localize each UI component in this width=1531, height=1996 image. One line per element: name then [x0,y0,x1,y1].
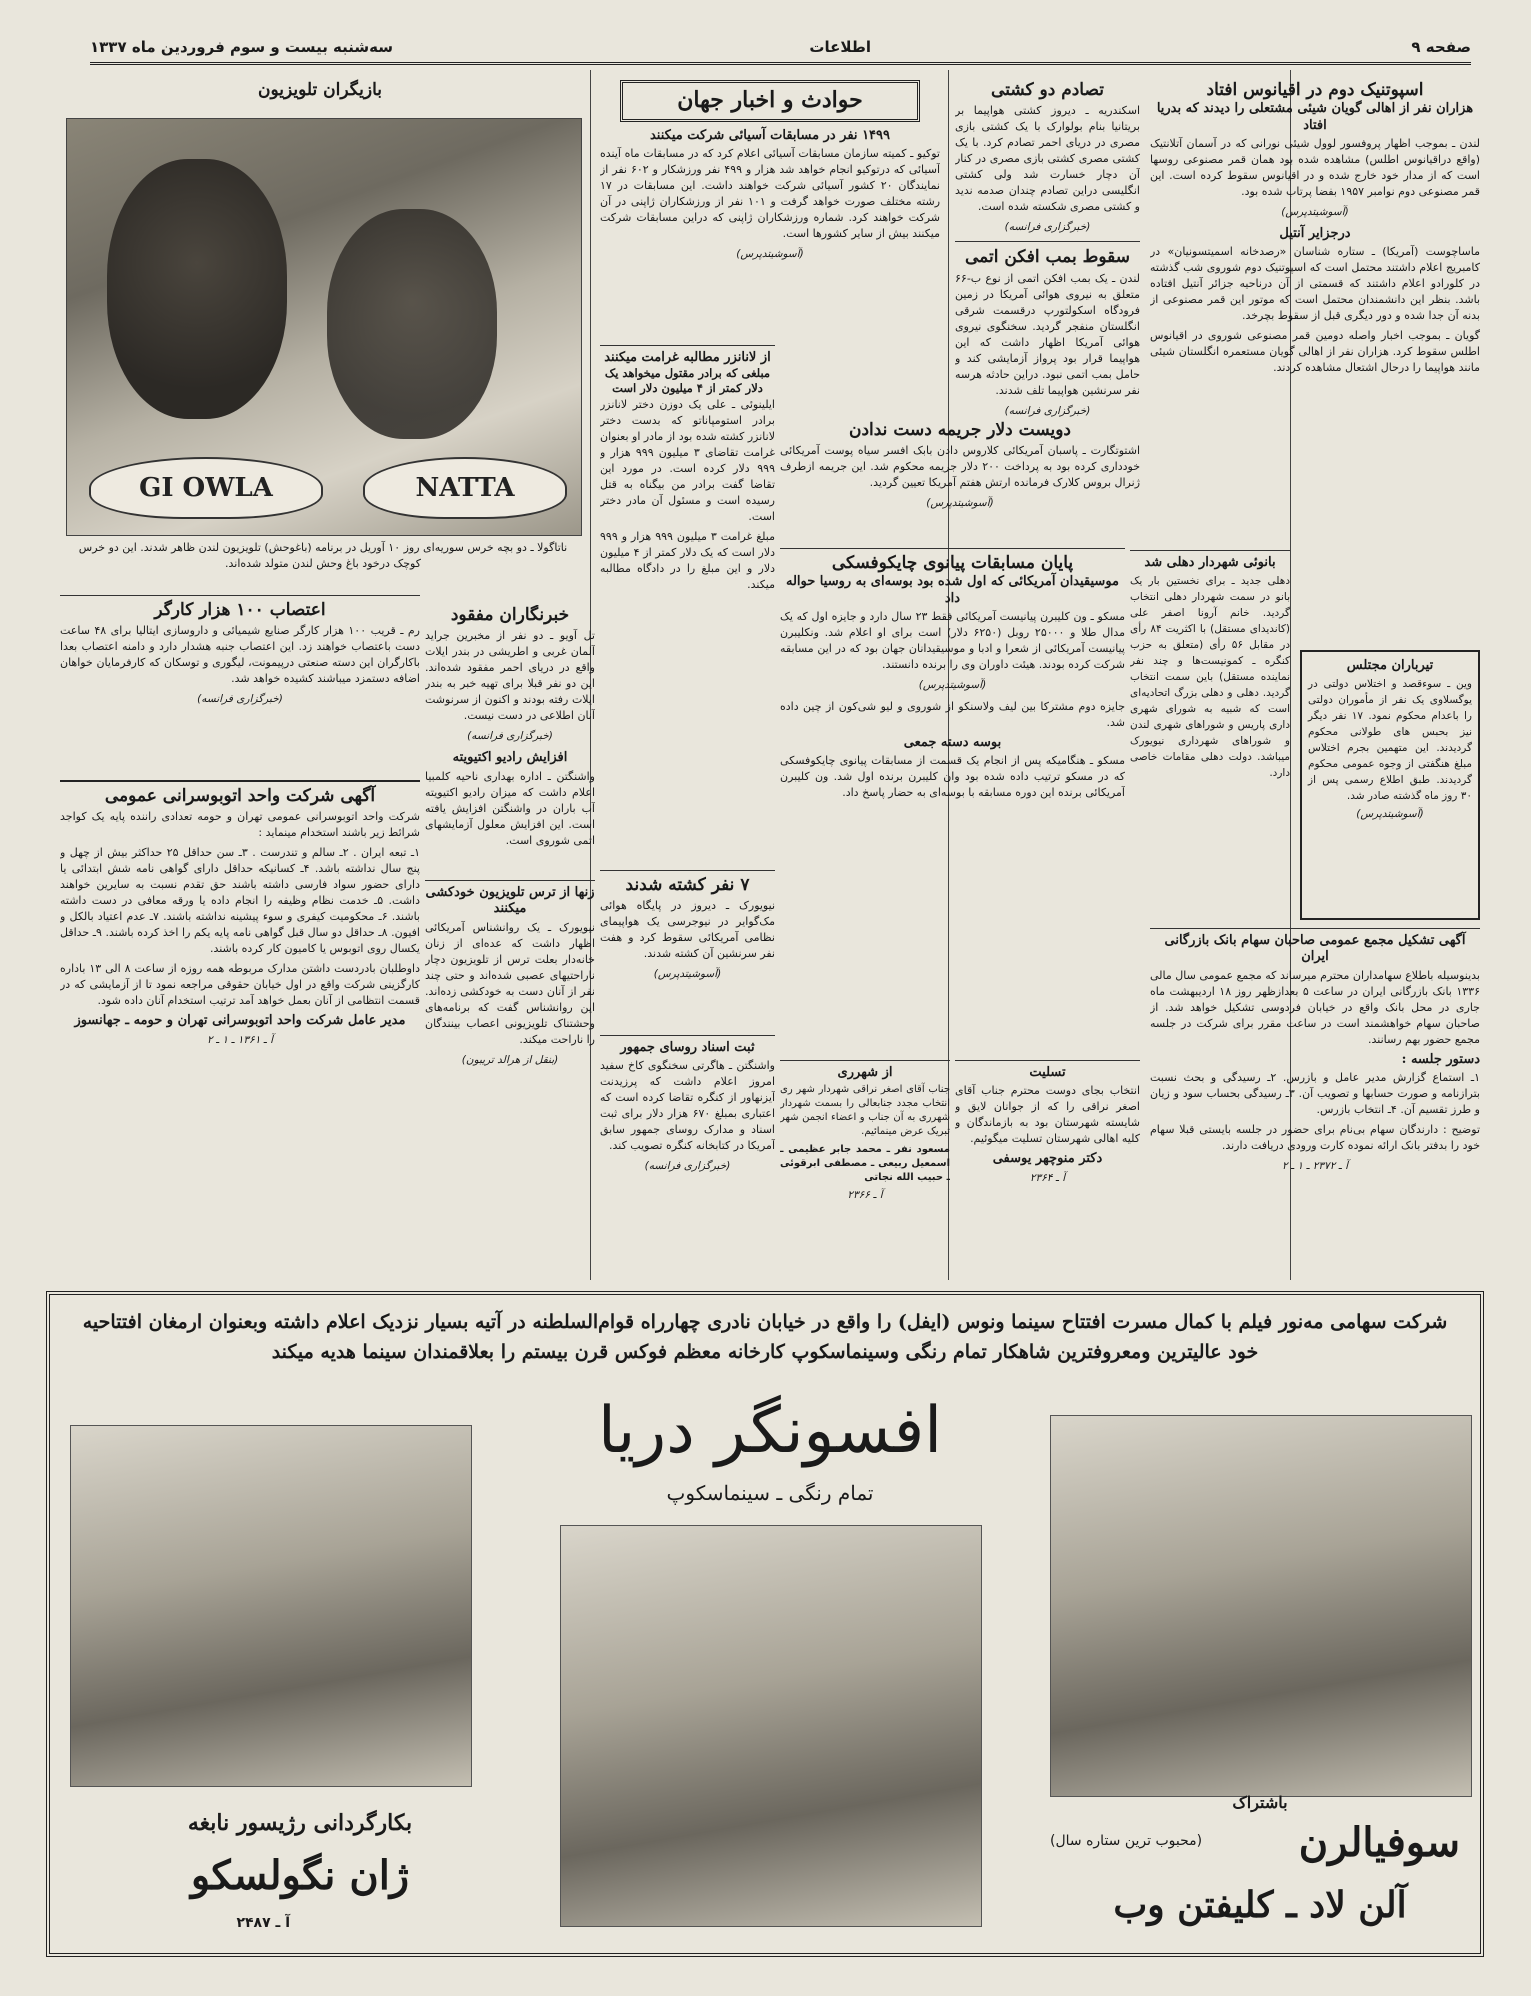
condolence-code: آ ـ ۲۳۶۴ [1029,1171,1066,1184]
column-journalists [425,605,595,875]
source-asian-games: (آسوشیتدپرس) [736,247,804,260]
section-title-world-news: حوادث و اخبار جهان [620,80,920,122]
bus-ad-note: داوطلبان بادردست داشتن مدارک مربوطه همه روزه از ساعت ۸ الی ۱۳ باداره کارگزینی شرکت واقع در اول خیابان حقوقی مراجعه نمود تا از آزمایشی که در قسمت انتظامی از آنان بعمل خواهد آمد ترتیب استخدام آنان داده شود. [60,962,420,1008]
headline-fine: دویست دلار جریمه دست ندادن [848,420,1072,440]
director-label: بکارگردانی رژیسور نابغه [187,1810,413,1836]
article-execution: وین ـ سوءقصد و اختلاس دولتی در یوگسلاوی یک نفر از مأموران دولتی را باعدام محکوم نمود. ۱۷ نفر دیگر نیز بحبس های طولانی محکوم گردیدند. این متهمین بجرم اختلاس مبلغ هنگفتی از وجوه عمومی محکوم گردیدند. طبق اطلاع رسمی پس از ۳۰ روز ماه گذشته صادر شد. [1308,678,1472,803]
article-antilles: ماساچوست (آمریکا) ـ ستاره شناسان «رصدخانه اسمیتسونیان» در کامبریج اعلام داشتند محتمل است که اسپوتنیک دوم شوروی شب گذشته در کلورادو اعلام داشتند که قسمتی از آن درناحیه جزائر آنتیل افتاده باشد. بنظر این دانشمندان محتمل است که موتور این قمر مصنوعی از بدنه آن جدا شده و دور دیگری قبل از سقوط بچرخد. [1150,245,1480,322]
source-execution: (آسوشیتدپرس) [1356,808,1424,821]
column-fine [780,420,1140,555]
column-killed [600,870,775,1030]
column-mayor [1130,550,1290,930]
page-number: صفحه ۹ [1411,38,1471,56]
cast-label: باشتراک [1232,1793,1288,1812]
article-strike: رم ـ قریب ۱۰۰ هزار کارگر صنایع شیمیائی و داروسازی ایتالیا برای ۴۸ ساعت دست باعتصاب خواهند زد. این اعتصاب جنبه هشدار دارد و دامنه اعتصاب بعدا باکارگران این دسته صنعتی درپیمونت، لیگوری و توسکان که کارفرمایان خواهان اضافه دستمزد میباشند کشیده خواهد شد. [60,624,420,686]
headline-bus-ad: آگهی شرکت واحد اتوبوسرانی عمومی [104,786,376,806]
bus-ad-requirements: ۱ـ تبعه ایران . ۲ـ سالم و تندرست . ۳ـ سن حداقل ۲۵ حداکثر بیش از چهل و پنج سال نداشته باشد. ۴ـ کسانیکه حداقل دارای گواهی نامه شش ابتدائی یا دارای حضور سواد فارسی داشته باشند حق تقدم نسبت به سایرین خواهند داشت. ۵ـ خدمت نظام وظیفه را انجام داده یا ورقه معافی در دست داشته باشند. ۶ـ محکومیت کیفری و سوء پیشینه نداشته باشند. ۷ـ عدم اعتیاد بالکل و افیون. ۸ـ حداقل دو سال قبل گواهی نامه پایه یکم را اخذ کرده باشند. ۹ـ حداقل یکسال روی اتوبوس یا کامیون کار کرده باشند. [60,846,420,956]
congrats-box [780,1060,950,1280]
cinema-advertisement [46,1291,1484,1957]
bear-cubs-photo [66,118,582,536]
agenda-items: ۱ـ استماع گزارش مدیر عامل و بازرس. ۲ـ رسیدگی و بحث نسبت بترازنامه و صورت حسابها و تصویب آن. ۳ـ رسیدگی بحساب سود و زیان و طرز تقسیم آن. ۴ـ انتخاب بازرس. [1150,1070,1480,1116]
headline-asian-games: ۱۴۹۹ نفر در مسابقات آسیائی شرکت میکنند [649,127,891,143]
ad-code: آ ـ ۲۴۸۷ [236,1915,290,1931]
article-sputnik: لندن ـ بموجب اظهار پروفسور لوول شیئی نورانی که در آسمان آتلانتیک (واقع دراقیانوس اطلس) مشاهده شده بود همان قمر مصنوعی روسها است که از مدار خود خارج شده و در اقیانوس سقوط کرده است. این قمر مصنوعی دوم نوامبر ۱۹۵۷ بفضا پرتاب شده بود. [1150,136,1480,198]
article-tchaikovsky: مسکو ـ ون کلیبرن پیانیست آمریکائی فقط ۲۳ سال دارد و جایزه اول که یک مدال طلا و ۲۵۰۰۰ روبل (۶۲۵۰ دلار) است برای او اعلام شد. ونکلیبرن پیانیست آمریکائی از شعرا و ادبا و موسیقیدانان جهان بود که در این مسابقه شرکت کرده بودند. هیئت داوران وی را برنده دانستند. [780,609,1125,671]
paper-name: اطلاعات [809,38,871,56]
headline-radio: افزایش رادیو اکتیویته [452,750,568,766]
column-tchaikovsky [780,548,1125,1048]
congrats-sign: مسعود نفر ـ محمد جابر عظیمی ـ اسمعیل ربیعی ـ مصطفی ابرقوئی ـ حبیب الله نجاتی [780,1144,950,1184]
source-tchaikovsky: (آسوشیتدپرس) [918,678,987,691]
issue-date: سه‌شنبه بیست و سوم فروردین ماه ۱۳۳۷ [90,38,393,56]
film-title: افسونگر دریا [597,1394,943,1468]
star-primary [1030,1815,1470,1875]
photo-caption: ناتاگولا ـ دو بچه خرس سوریه‌ای روز ۱۰ آوریل در برنامه (باغوحش) تلویزیون لندن ظاهر شدند. این دو خرس کوچک درخود باغ وحش لندن متولد شده‌اند. [78,541,568,570]
article-lanza: ایلینوئی ـ علی یک دوزن دختر لانانزر برادر استومپاناتو که بدست دختر لانانزر کشته شده بود از مادر او بعنوان غرامت تقاضای ۳ میلیون ۹۹۹ هزار و ۹۹۹ دلار کرده است. در مورد این تقاضا گفت برادر من بیگناه به قتل رسیده است و مسئول آن مادر دختر است. [600,398,775,523]
article-asian-games: توکیو ـ کمیته سازمان مسابقات آسیائی اعلام کرد که در مسابقات ماه آینده آسیائی که درتوکیو انجام خواهد شد هزار و ۴۹۹ نفر ورزشکار و ۶۰۲ نفر از نمایندگان ۲۰ کشور آسیائی شرکت خواهند داشت. این مسابقات در ۱۷ رشته مختلف صورت خواهد گرفت و ۱۰۱ نفر از ورزشکاران ژاپنی در آن شرکت خواهند کرد. شماره ورزشکاران ژاپنی که دراین مسابقات شرکت میکنند بیش از سایر کشورها است. [600,146,940,240]
headline-execution: تیرباران مجتلس [1346,658,1434,673]
headline-killed: ۷ نفر کشته شدند [625,875,750,895]
headline-collision: تصادم دو کشتی [991,80,1104,100]
bus-ad-signature: مدیر عامل شرکت واحد اتوبوسرانی تهران و حومه ـ جهانسوز [74,1013,406,1029]
page-header [90,36,1471,65]
column-strike [60,595,420,770]
source-collision: (خبرگزاری فرانسه) [1004,221,1091,234]
cinema-ad-announcement: شرکت سهامی مه‌نور فیلم با کمال مسرت افتتاح سینما ونوس (ایفل) را واقع در خیابان نادری چهارراه قوام‌السلطنه در آتیه بسیار نزدیک اعلام داشته وبعنوان ارمغان افتتاحیه خود عالیترین ومعروفترین شاهکار تمام رنگی وسینماسکوپ کارخانه معظم فوکس قرن بیستم را بعلاقمندان سینما هدیه میکند [82,1311,1448,1363]
headline-sputnik: اسپوتنیک دوم در اقیانوس افتاد [1206,80,1424,100]
agenda-title: دستور جلسه : [1401,1051,1480,1067]
source-journalists: (خبرگزاری فرانسه) [467,730,553,743]
film-still-left [70,1425,472,1787]
condolence-title: تسلیت [1029,1065,1066,1080]
headline-bank-ad: آگهی تشکیل مجمع عمومی صاحبان سهام بانک بازرگانی ایران [1164,933,1466,965]
film-format: تمام رنگی ـ سینماسکوپ [666,1481,874,1505]
congrats-text: جناب آقای اصغر نراقی شهردار شهر ری انتخاب مجدد جنابعالی را بسمت شهردار شهرری به آن جناب و اعضاء انجمن شهر تبریک عرض مینمائیم. [780,1084,950,1138]
bowl-left-label: GI OWLA [89,457,323,519]
director-name: ژان نگولسکو [190,1852,410,1899]
headline-mayor: بانوئی شهردار دهلی شد [1144,555,1276,570]
bus-ad-code: آ ـ ۱۳۶۱ ـ ۱ ـ ۲ [206,1033,274,1046]
bowl-right-label: NATTA [363,457,567,519]
bank-meeting-ad [1150,928,1480,1280]
article-tchaikovsky-2: جایزه دوم مشترکا بین لیف ولاسنکو از شوروی و لیو شی‌کون از چین داده شد. [780,699,1125,729]
headline-bomber: سقوط بمب افکن اتمی [965,247,1130,268]
column-tv-fear [425,880,595,1280]
column-lanza [600,345,775,865]
source-tv-fear: (بنقل از هرالد تریبون) [461,1053,559,1066]
star-sophia-loren: سوفیالرن [1298,1819,1460,1866]
execution-box [1300,650,1480,920]
article-archives: واشنگتن ـ هاگرتی سخنگوی کاخ سفید امروز اعلام داشت که پرزیدنت آیزنهاور از کنگره تقاضا کرده است که اعتباری بمبلغ ۶۷۰ هزار دلار برای ثبت اسناد و مدارک روسای جمهور سابق آمریکا در کتابخانه کنگره تصویب کند. [600,1059,775,1153]
film-still-center [560,1525,982,1927]
headline-archives: ثبت اسناد روسای جمهور [620,1040,755,1055]
headline-lanza: از لانانزر مطالبه غرامت میکنند [604,350,771,365]
article-mayor: دهلی جدید ـ برای نخستین بار یک بانو در سمت شهردار دهلی انتخاب گردید. خانم آرونا اصفر علی (کاندیدای مستقل) با اکثریت ۸۴ رأی در مقابل ۵۶ رأی (متعلق به حزب کنگره ـ کمونیست‌ها و چند نفر نماینده مستقل) باین سمت انتخاب گردید. دهلی و دهلی بزرگ اتحادیه‌ای است که شبیه به شورای شهری داری پاریس و شوراهای شهری لندن و شوراهای شهرداری نیویورک میباشد. دولت دهلی مقامات خاصی دارد. [1130,575,1290,780]
article-kiss: مسکو ـ هنگامیکه پس از انجام یک قسمت از مسابقات پیانوی چایکوفسکی که در مسکو ترتیب داده شده بود وان کلیبرن برنده اول شد. ون کلیبرن آمریکائی برنده این دوره مسابقه با بوسه‌ای به حضار پاسخ داد. [780,754,1125,799]
headline-journalists: خبرنگاران مفقود [450,605,570,625]
article-lanza-2: مبلغ غرامت ۳ میلیون ۹۹۹ هزار و ۹۹۹ دلار است که یک دلار کمتر از ۴ میلیون دلار و این مبلغ را در دادگاه مطالبه میکند. [600,530,775,591]
subhead-sputnik: هزاران نفر از اهالی گویان شیئی مشتعلی را دیدند که بدریا افتاد [1156,101,1474,133]
article-tv-fear: نیویورک ـ یک روانشناس آمریکائی اظهار داشت که عده‌ای از زنان خانه‌دار بعلت ترس از تلویزیون دچار ناراحتیهای عصبی شده‌اند و حتی چند نفر از آنان دست به خودکشی زده‌اند. این روانشناس گفت که برنامه‌های وحشتناک تلویزیونی اعصاب بینندگان را ناراحت میکند. [425,920,595,1046]
headline-antilles: درجزایر آنتیل [1279,225,1351,241]
article-killed: نیویورک ـ دیروز در پایگاه هوائی مک‌گوایر در نیوجرسی یک هواپیمای نظامی آمریکائی سقوط کرد و هفت نفر سرنشین آن کشته شدند. [600,899,775,961]
headline-kiss: بوسه دسته جمعی [903,734,1002,750]
bank-ad-note: توضیح : دارندگان سهام بی‌نام برای حضور در جلسه بایستی قبلا سهام خود را بدفتر بانک ارائه نموده کارت ورودی دریافت دارند. [1150,1122,1480,1152]
congrats-title: از شهرری [837,1065,893,1080]
star-note: (محبوب ترین ستاره سال) [1050,1833,1203,1849]
source-sputnik: (آسوشیتدپرس) [1281,205,1349,218]
article-journalists: تل آویو ـ دو نفر از مخبرین جراید آلمان غربی و اطریشی در بندر ایلات واقع در دریای احمر مفقود شده‌اند. این دو نفر قبلا برای تهیه خبر به بندر ایلات رفته بودند و اکنون از سرنوشت آنان اطلاعی در دست نیست. [425,629,595,723]
article-guyana: گویان ـ بموجب اخبار واصله دومین قمر مصنوعی شوروی در اقیانوس اطلس سقوط کرد. هزاران نفر از اهالی گویان مستعمره انگلستان شیئی مانند هواپیما را درحال اشتعال مشاهده کردند. [1150,329,1480,374]
star-secondary: آلن لاد ـ کلیفتن وب [1113,1884,1407,1926]
source-fine: (آسوشیتدپرس) [926,497,994,510]
headline-tv-fear: زنها از ترس تلویزیون خودکشی میکنند [425,885,595,917]
condolence-text: انتخاب بجای دوست محترم جناب آقای اصغر نراقی را که از جوانان لایق و شایسته شهرستان بود به بازماندگان و کلیه اهالی شهرستان تسلیت میگوئیم. [955,1084,1140,1146]
source-strike: (خبرگزاری فرانسه) [197,693,283,706]
condolence-box [955,1060,1140,1280]
film-still-right [1050,1415,1472,1797]
headline-tchaikovsky: پایان مسابقات پیانوی چایکوفسکی [831,553,1074,573]
article-collision: اسکندریه ـ دیروز کشتی هواپیما بر بریتانیا بنام بولوارک با یک کشتی بازی مصری در دریای احمر تصادم کرد. با یک کشتی مصری کشتی بازی مصری در کنار آن دچار خسارت شد ولی کشتی انگلیسی دراین تصادم چندان صدمه ندید و کشتی مصری شکسته شده است. [955,104,1140,214]
article-radio: واشنگتن ـ اداره بهداری ناحیه کلمبیا اعلام داشت که میزان رادیو اکتیویته آب باران در واشنگتن افزایش یافته است. این افزایش معلول آزمایشهای اتمی شوروی است. [425,769,595,847]
headline-tv-actors: بازیگران تلویزیون [258,80,382,100]
source-killed: (آسوشیتدپرس) [653,968,722,981]
subhead-lanza: مبلغی که برادر مقتول میخواهد یک دلار کمتر از ۴ میلیون دلار است [604,366,771,395]
bank-ad-code: آ ـ ۲۳۷۲ ـ ۱ ـ ۲ [1281,1159,1349,1172]
source-archives: (خبرگزاری فرانسه) [644,1160,731,1173]
article-bomber: لندن ـ یک بمب افکن اتمی از نوع ب‑۶۶ متعلق به نیروی هوائی آمریکا در زمین فرودگاه اسکولتورپ درقسمت شرقی انگلستان منفجر گردید. سخنگوی نیروی هوائی آمریکا اظهار داشت که این هواپیما قرار بود پرواز آزمایشی کند و حامل بمب اتمی نبود. دراین حادثه هرسه نفر سرنشین هواپیما تلف شدند. [955,271,1140,397]
congrats-code: آ ـ ۲۳۶۶ [847,1189,883,1202]
source-bomber: (خبرگزاری فرانسه) [1004,404,1091,417]
bank-ad-text: بدینوسیله باطلاع سهامداران محترم میرساند که مجمع عمومی سال مالی ۱۳۳۶ بانک بازرگانی ایران در ساعت ۵ بعدازظهر روز ۱۸ اردیبهشت ماه جاری در محل بانک واقع در خیابان فردوسی تشکیل خواهد شد. از صاحبان سهام خواهشمند است در ساعت مقرر برای شرکت در جلسه مجمع حضور بهم رسانند. [1150,968,1480,1046]
subhead-tchaikovsky: موسیقیدان آمریکائی که اول شده بود بوسه‌ای به روسیا حواله داد [785,574,1119,606]
column-archives [600,1035,775,1280]
bear-cub-right [327,209,497,439]
bear-cub-left [107,159,287,419]
condolence-sign: دکتر منوچهر یوسفی [992,1151,1103,1167]
bus-company-ad [60,780,420,1280]
headline-strike: اعتصاب ۱۰۰ هزار کارگر [154,600,326,620]
article-fine: اشتوتگارت ـ پاسبان آمریکائی کلاروس دادن بابک افسر سیاه پوست آمریکائی خودداری کرده بود به پرداخت ۲۰۰ دلار جریمه محکوم شد. این جریمه ازطرف ژنرال بروس کلارک فرمانده ارتش هفتم آمریکا تعیین گردید. [780,444,1140,490]
bus-ad-intro: شرکت واحد اتوبوسرانی عمومی تهران و حومه تعدادی راننده پایه یک کواجد شرائط زیر باشند استخدام مینماید : [60,810,420,840]
